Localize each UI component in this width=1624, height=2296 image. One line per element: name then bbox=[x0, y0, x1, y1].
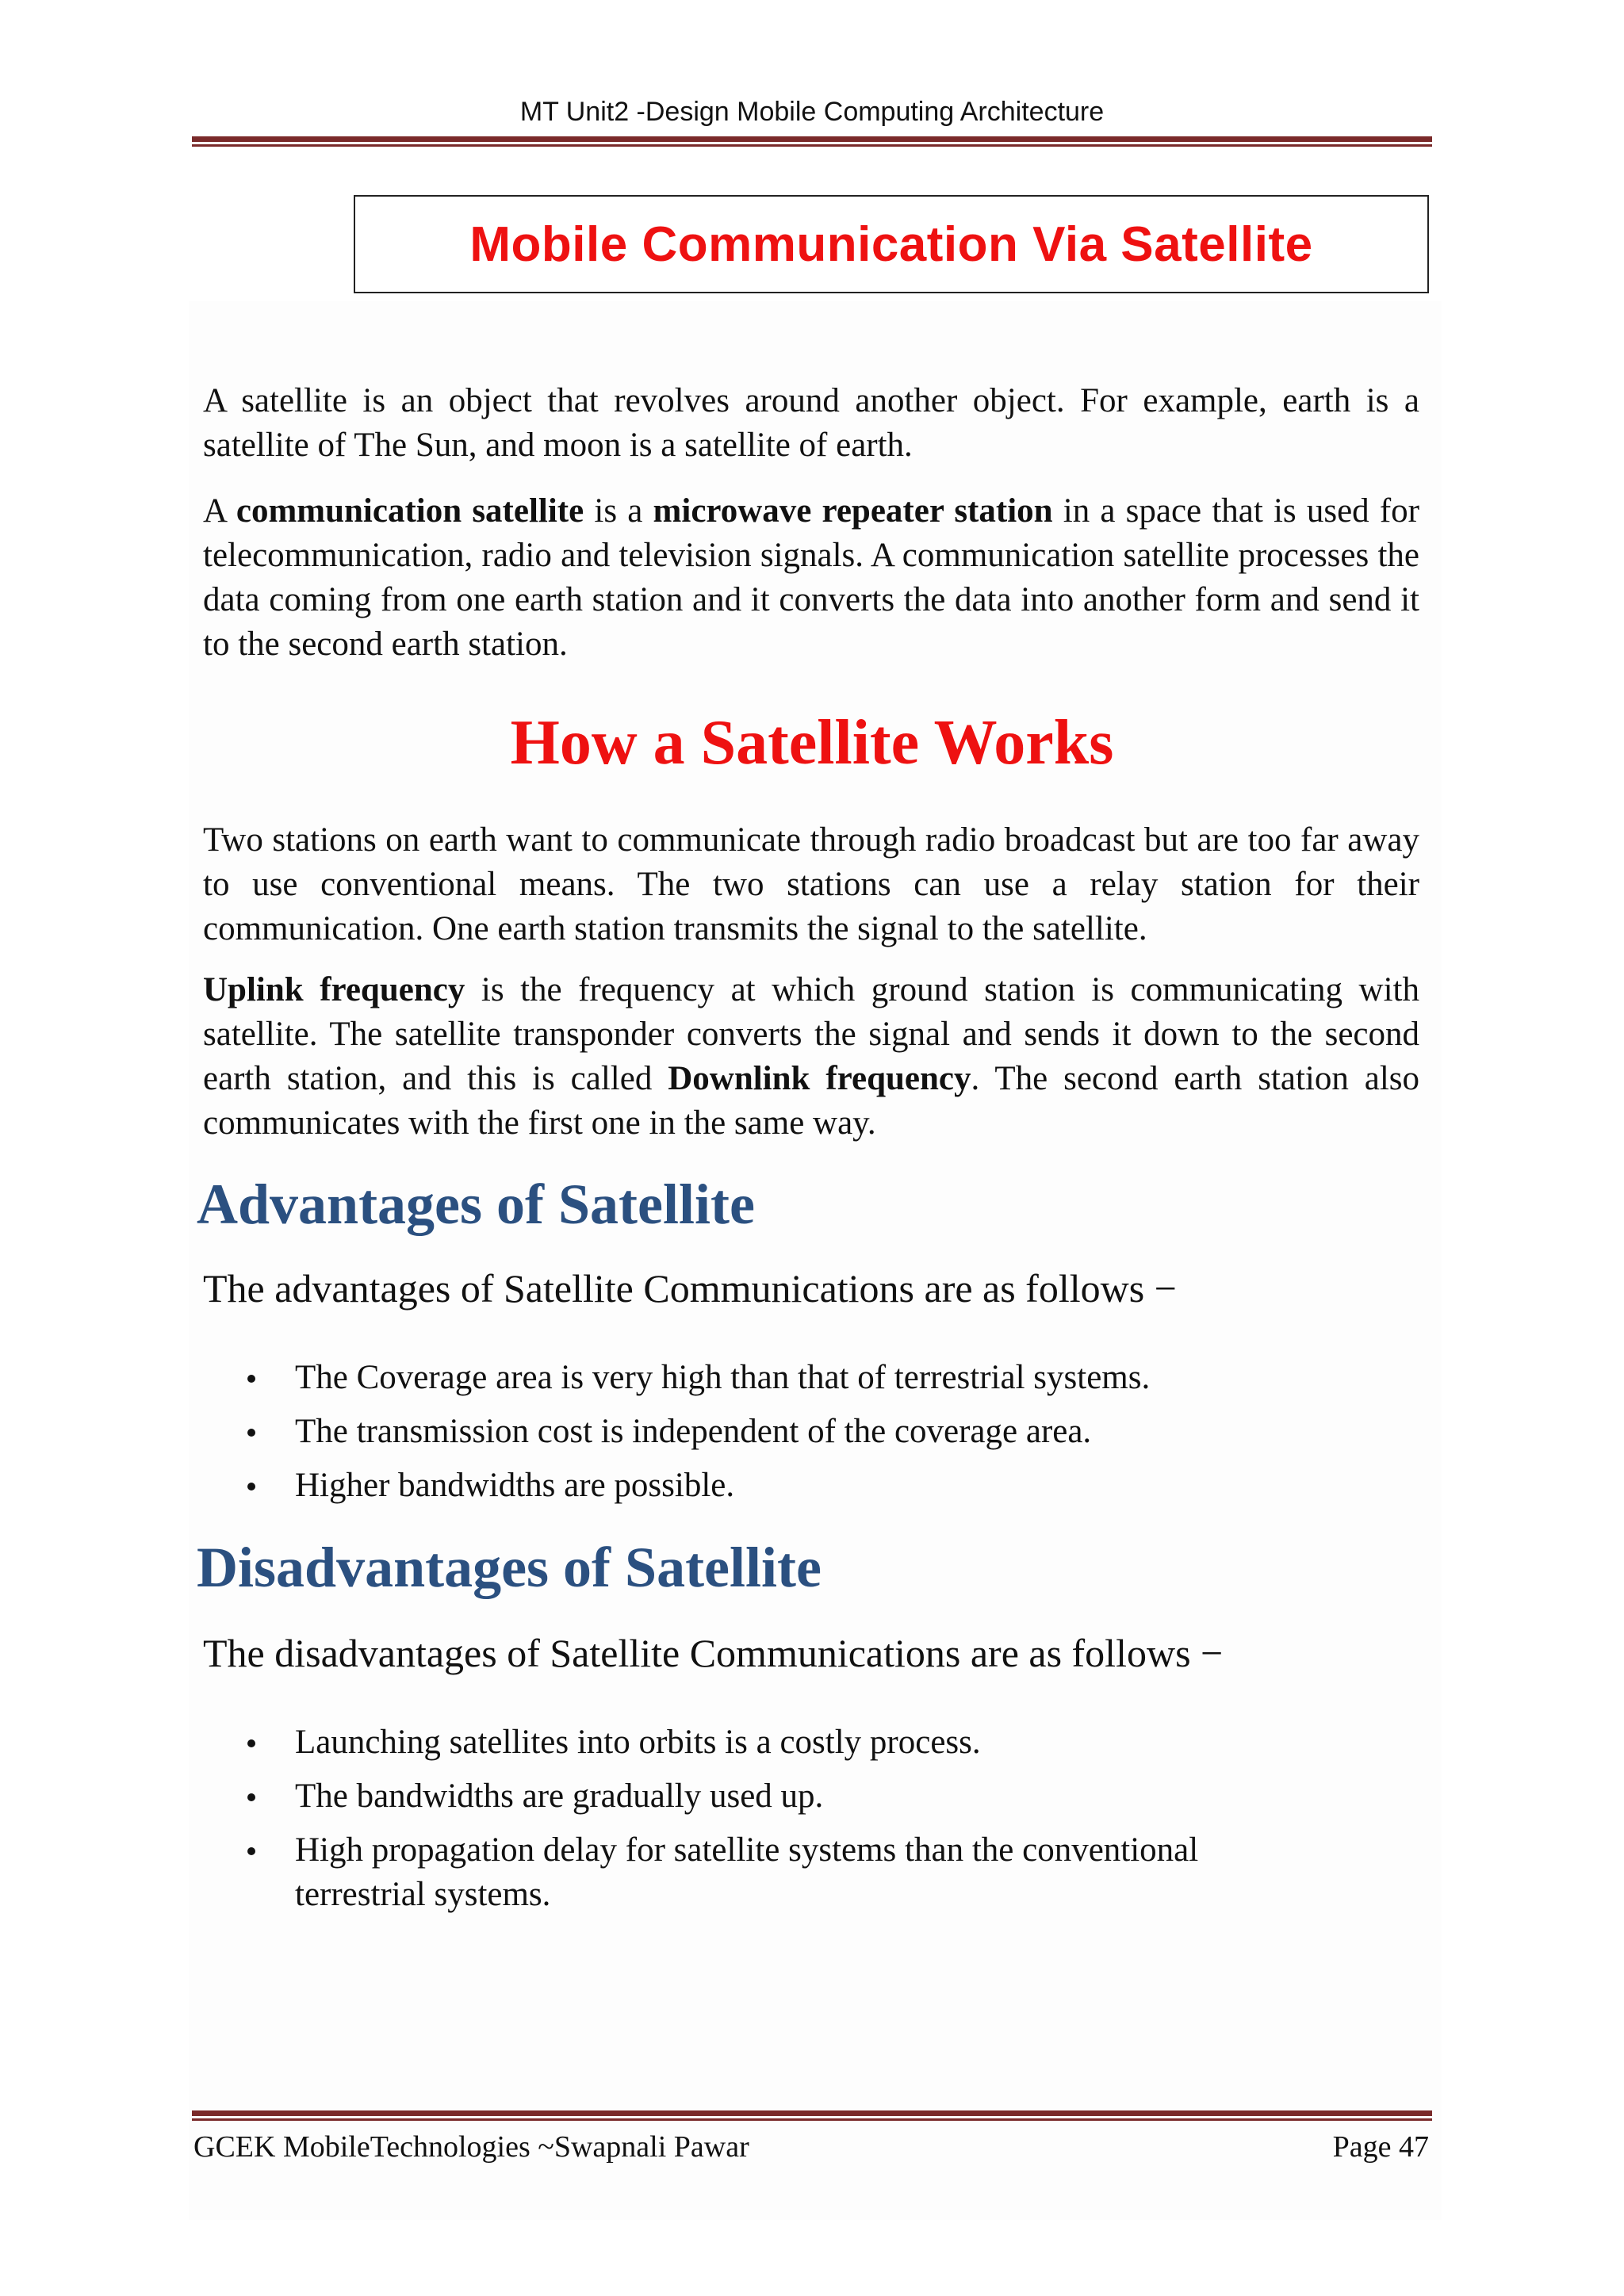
bullet-icon bbox=[247, 1847, 255, 1855]
disadvantages-list bbox=[241, 1720, 1351, 1927]
term-downlink-frequency: Downlink frequency bbox=[668, 1060, 971, 1097]
list-item-text: The transmission cost is independent of the coverage area. bbox=[295, 1413, 1092, 1450]
intro-p2-start: A bbox=[203, 492, 236, 530]
list-item-text: High propagation delay for satellite systems than the conventional terrestrial systems. bbox=[295, 1831, 1199, 1913]
disadvantages-lead: The disadvantages of Satellite Communications are as follows − bbox=[203, 1631, 1224, 1675]
how-p2-mid: is the frequency at which ground station is communicating with satellite. The satellite transponder converts the signal and sends it down to the second earth station, and this is called bbox=[203, 971, 1419, 1097]
list-item bbox=[241, 1828, 1294, 1917]
bullet-icon bbox=[247, 1429, 255, 1437]
term-communication-satellite: communication satellite bbox=[236, 492, 584, 530]
intro-paragraph-2 bbox=[203, 489, 1419, 667]
disadvantages-heading: Disadvantages of Satellite bbox=[197, 1536, 822, 1599]
intro-p2-end: in a space that is used for telecommunication, radio and television signals. A communication satellite processes the data coming from one earth station and it converts the data into another form and send it to the second earth station. bbox=[203, 492, 1419, 663]
footer-author: GCEK MobileTechnologies ~Swapnali Pawar bbox=[193, 2130, 749, 2164]
list-item-text: Launching satellites into orbits is a costly process. bbox=[295, 1724, 981, 1761]
page-number: Page 47 bbox=[1332, 2130, 1429, 2164]
advantages-list bbox=[241, 1356, 1351, 1517]
list-item-text: The Coverage area is very high than that of terrestrial systems. bbox=[295, 1359, 1151, 1396]
term-uplink-frequency: Uplink frequency bbox=[203, 971, 465, 1008]
bullet-icon bbox=[247, 1739, 255, 1747]
list-item bbox=[241, 1720, 1351, 1765]
bullet-icon bbox=[247, 1483, 255, 1490]
intro-p2-mid: is a bbox=[584, 492, 653, 530]
list-item bbox=[241, 1464, 1351, 1508]
list-item-text: The bandwidths are gradually used up. bbox=[295, 1777, 824, 1815]
bullet-icon bbox=[247, 1375, 255, 1383]
list-item bbox=[241, 1774, 1351, 1819]
advantages-heading: Advantages of Satellite bbox=[197, 1173, 755, 1236]
term-microwave-repeater: microwave repeater station bbox=[653, 492, 1053, 530]
footer-rule bbox=[192, 2110, 1432, 2121]
header-rule bbox=[192, 136, 1432, 147]
how-satellite-works-heading: How a Satellite Works bbox=[510, 708, 1114, 778]
how-paragraph-1: Two stations on earth want to communicate through radio broadcast but are too far away to use conventional means. The two stations can use a relay station for their communication. One earth station transmits the signal to the satellite. bbox=[203, 821, 1419, 947]
bullet-icon bbox=[247, 1793, 255, 1801]
list-item bbox=[241, 1356, 1351, 1400]
page-title: Mobile Communication Via Satellite bbox=[469, 216, 1313, 272]
intro-paragraph-1: A satellite is an object that revolves around another object. For example, earth is a satellite of The Sun, and moon is a satellite of earth. bbox=[203, 382, 1419, 464]
how-p2-end: . The second earth station also communicates with the first one in the same way. bbox=[203, 1060, 1420, 1142]
title-box bbox=[354, 195, 1429, 293]
list-item bbox=[241, 1410, 1351, 1454]
how-paragraph-2 bbox=[203, 968, 1419, 1146]
advantages-lead: The advantages of Satellite Communications are as follows − bbox=[203, 1266, 1177, 1311]
list-item-text: Higher bandwidths are possible. bbox=[295, 1467, 735, 1504]
running-header: MT Unit2 -Design Mobile Computing Architecture bbox=[519, 97, 1105, 127]
